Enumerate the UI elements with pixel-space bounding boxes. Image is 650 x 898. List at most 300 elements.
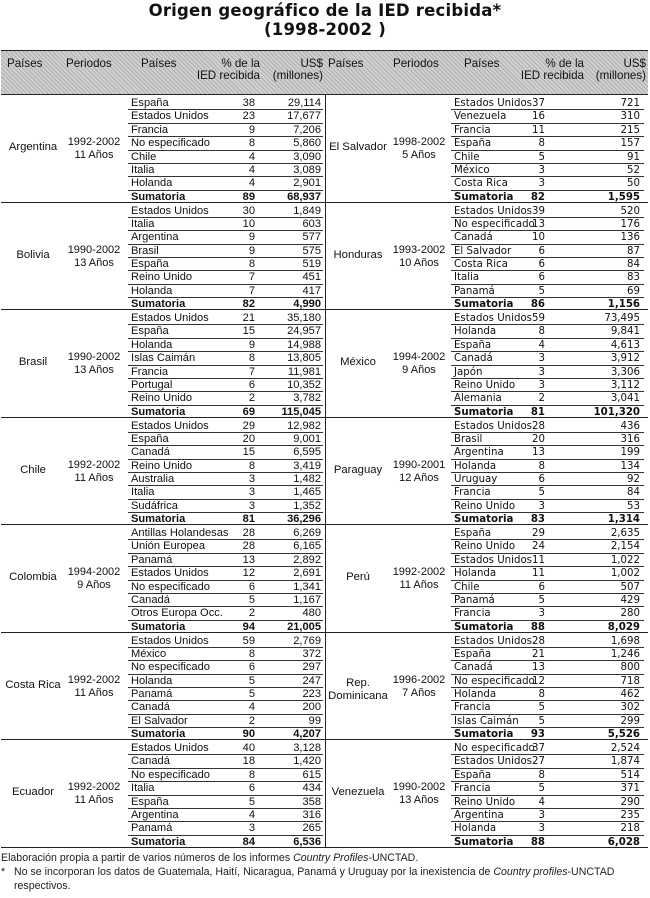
country-name-line: Honduras <box>333 248 383 261</box>
table-row <box>451 769 644 782</box>
fdi-amount: 721 <box>620 98 640 109</box>
origin-list <box>451 312 644 419</box>
fdi-amount: 83 <box>627 272 640 284</box>
origin-list <box>451 205 644 312</box>
fdi-amount: 53 <box>627 500 640 512</box>
fdi-percent: 5 <box>538 151 545 163</box>
origin-country: Holanda <box>454 326 497 338</box>
origin-country: Francia <box>454 124 491 136</box>
origin-country: Sudáfrica <box>131 499 178 512</box>
country-name <box>1 141 65 154</box>
fdi-amount: 218 <box>620 823 640 835</box>
table-row <box>451 554 644 567</box>
fdi-percent: 2 <box>248 392 255 405</box>
fdi-amount: 297 <box>302 661 321 674</box>
header-paises-right: Países <box>328 57 364 70</box>
table-row <box>128 124 323 137</box>
fdi-percent: 5 <box>248 674 255 687</box>
table-row <box>451 527 644 540</box>
period <box>390 136 448 162</box>
sum-amount: 68,937 <box>287 190 321 203</box>
fdi-percent: 3 <box>538 178 545 190</box>
table-row <box>128 540 323 553</box>
period-range: 1990-2001 <box>392 458 446 471</box>
fdi-amount: 136 <box>620 232 640 244</box>
origin-country: Panamá <box>454 285 495 297</box>
fdi-percent: 8 <box>248 137 255 150</box>
right-group <box>326 203 648 310</box>
origin-country: No especificado <box>454 675 535 687</box>
table-row <box>451 594 644 607</box>
sum-label: Sumatoria <box>454 621 514 633</box>
fdi-amount: 6,165 <box>293 540 321 553</box>
period-years: 11 Años <box>74 686 114 699</box>
period-range: 1992-2002 <box>67 673 121 686</box>
period-range: 1994-2002 <box>67 566 121 578</box>
origin-country: Estados Unidos <box>131 312 209 324</box>
header-paises: Países <box>7 57 43 70</box>
table-row <box>451 460 644 473</box>
table-row <box>451 433 644 446</box>
origin-country: Panamá <box>131 822 173 835</box>
sum-percent: 81 <box>530 406 545 418</box>
fdi-amount: 3,128 <box>293 742 321 754</box>
table-row <box>451 607 644 620</box>
sum-amount: 1,314 <box>607 514 640 526</box>
fdi-amount: 1,002 <box>610 568 640 580</box>
fdi-percent: 37 <box>532 743 545 754</box>
fdi-amount: 13,805 <box>287 352 321 365</box>
fdi-amount: 280 <box>620 608 640 620</box>
origin-country: Reino Unido <box>131 271 193 284</box>
fdi-percent: 23 <box>242 110 255 123</box>
origin-country: Otros Europa Occ. <box>131 607 223 620</box>
sum-percent: 89 <box>242 190 255 203</box>
country-name-line: Venezuela <box>331 786 385 798</box>
table-row <box>451 258 644 271</box>
fdi-percent: 13 <box>532 447 545 459</box>
fdi-percent: 3 <box>538 809 545 821</box>
origin-country: Canadá <box>454 353 493 365</box>
table-row <box>451 124 644 137</box>
origin-country: Alemania <box>454 393 502 405</box>
table-row <box>451 581 644 594</box>
fdi-percent: 21 <box>242 312 255 324</box>
period-years: 13 Años <box>74 256 114 269</box>
fdi-percent: 6 <box>538 245 545 257</box>
country-name-line: Ecuador <box>11 786 55 798</box>
sum-amount: 1,156 <box>607 299 640 311</box>
fdi-amount: 316 <box>620 433 640 445</box>
fdi-amount: 3,419 <box>293 459 321 472</box>
sum-amount: 6,028 <box>607 836 640 848</box>
period-range: 1990-2002 <box>67 351 121 363</box>
fdi-amount: 1,698 <box>610 635 640 647</box>
origin-country: Holanda <box>131 284 173 297</box>
origin-country: Italia <box>131 782 155 795</box>
origin-country: Francia <box>454 702 491 714</box>
table-row <box>128 151 323 164</box>
fdi-percent: 29 <box>242 419 255 432</box>
period <box>65 136 123 162</box>
fdi-amount: 235 <box>620 809 640 821</box>
table-row <box>128 675 323 688</box>
origin-country: Japón <box>454 366 483 378</box>
fdi-origin-table <box>1 50 648 848</box>
origin-country: No especificado <box>131 580 210 593</box>
fdi-percent: 9 <box>248 231 255 244</box>
country-name <box>1 356 65 369</box>
fdi-amount: 10,352 <box>287 378 321 391</box>
table-row <box>451 420 644 433</box>
origin-country: Italia <box>131 217 155 230</box>
origin-country: No especificado <box>131 661 210 674</box>
country-row <box>1 633 648 741</box>
fdi-amount: 310 <box>620 111 640 123</box>
fdi-amount: 35,180 <box>287 312 321 324</box>
table-row <box>451 379 644 392</box>
fdi-amount: 134 <box>620 460 640 472</box>
fdi-amount: 520 <box>620 205 640 217</box>
fdi-amount: 7,206 <box>293 123 321 136</box>
fdi-percent: 8 <box>538 769 545 781</box>
origin-country: España <box>454 138 492 150</box>
origin-country: Chile <box>454 581 480 593</box>
fdi-percent: 27 <box>532 756 545 768</box>
header-periodos-right: Periodos <box>393 57 439 70</box>
origin-country: No especificado <box>131 137 210 150</box>
table-row <box>451 352 644 365</box>
right-group <box>326 525 648 632</box>
origin-country: Argentina <box>131 808 179 821</box>
fdi-amount: 84 <box>627 259 640 271</box>
period <box>390 674 448 700</box>
origin-country: Chile <box>131 150 157 163</box>
fdi-percent: 6 <box>248 378 255 391</box>
period-years: 5 Años <box>402 149 436 161</box>
origin-country: México <box>131 647 167 660</box>
table-row <box>451 110 644 123</box>
period-years: 13 Años <box>74 364 114 376</box>
origin-country: Estados Unidos <box>131 204 209 217</box>
fdi-amount: 223 <box>302 688 321 701</box>
table-row <box>128 420 323 433</box>
header-pct-right: % de la IED recibida <box>520 57 584 82</box>
period-range: 1992-2002 <box>67 781 121 793</box>
origin-country: Estados Unidos <box>454 756 532 768</box>
period-range: 1992-2002 <box>67 136 121 148</box>
country-row <box>1 95 648 203</box>
table-row <box>128 177 323 190</box>
table-row <box>128 715 323 728</box>
fdi-amount: 1,167 <box>293 593 321 606</box>
fdi-percent: 29 <box>532 528 545 539</box>
country-row <box>1 525 648 633</box>
origin-country: Brasil <box>454 433 483 445</box>
table-row <box>451 312 644 325</box>
fdi-amount: 99 <box>308 714 321 727</box>
table-row <box>128 379 323 392</box>
fdi-amount: 52 <box>627 164 640 176</box>
table-row <box>128 688 323 701</box>
origin-country: Holanda <box>131 177 173 190</box>
table-row <box>451 473 644 486</box>
origin-country: No especificado <box>131 768 210 781</box>
sum-percent: 88 <box>530 621 545 633</box>
right-group <box>326 310 648 417</box>
sum-amount: 8,029 <box>607 621 640 633</box>
fdi-amount: 417 <box>302 284 321 297</box>
table-row <box>451 675 644 688</box>
table-row <box>451 151 644 164</box>
table-row <box>128 782 323 795</box>
period-range: 1990-2002 <box>67 243 121 256</box>
table-row <box>128 769 323 782</box>
fdi-percent: 6 <box>538 259 545 271</box>
table-row <box>451 97 644 110</box>
left-group <box>1 95 326 202</box>
period-years: 12 Años <box>399 471 439 484</box>
period-range: 1993-2002 <box>392 243 446 256</box>
table-row <box>128 796 323 809</box>
fdi-percent: 6 <box>538 474 545 486</box>
origin-country: Italia <box>454 272 480 284</box>
origin-list <box>128 312 323 419</box>
fdi-amount: 1,849 <box>293 204 321 217</box>
fdi-percent: 8 <box>248 352 255 365</box>
sum-row <box>451 836 644 849</box>
country-name-line: Perú <box>346 571 370 583</box>
origin-country: Holanda <box>454 460 497 472</box>
table-row <box>451 822 644 835</box>
origin-country: Reino Unido <box>131 392 193 405</box>
table-row <box>128 527 323 540</box>
table-row <box>451 366 644 379</box>
fdi-percent: 3 <box>538 608 545 620</box>
origin-country: Canadá <box>454 232 493 244</box>
fdi-percent: 3 <box>538 353 545 365</box>
origin-country: Reino Unido <box>454 379 516 391</box>
table-row <box>128 460 323 473</box>
fdi-percent: 20 <box>242 432 255 445</box>
sum-label: Sumatoria <box>454 514 514 526</box>
origin-country: México <box>454 164 490 176</box>
sum-label: Sumatoria <box>454 729 514 741</box>
table-row <box>451 164 644 177</box>
origin-country: Estados Unidos <box>131 110 209 123</box>
origin-country: No especificado <box>454 743 535 754</box>
sum-label: Sumatoria <box>454 191 514 203</box>
left-group <box>1 633 326 740</box>
origin-country: Estados Unidos <box>454 98 532 109</box>
table-row <box>128 446 323 459</box>
fdi-amount: 215 <box>620 124 640 136</box>
fdi-percent: 39 <box>532 205 545 217</box>
fdi-amount: 302 <box>620 702 640 714</box>
fdi-percent: 8 <box>248 647 255 660</box>
header-usd: US$ (millones) <box>272 57 323 82</box>
origin-country: Holanda <box>131 338 173 351</box>
fdi-amount: 1,352 <box>293 499 321 512</box>
origin-country: Chile <box>454 151 480 163</box>
fdi-percent: 3 <box>538 823 545 835</box>
table-row <box>128 607 323 620</box>
country-row <box>1 203 648 311</box>
period-range: 1996-2002 <box>392 673 446 686</box>
left-group <box>1 310 326 417</box>
origin-list <box>451 420 644 527</box>
origin-country: Uruguay <box>454 474 498 486</box>
table-row <box>451 796 644 809</box>
fdi-amount: 434 <box>302 782 321 795</box>
fdi-amount: 299 <box>620 715 640 727</box>
period-years: 11 Años <box>74 794 114 806</box>
sum-label: Sumatoria <box>131 190 186 203</box>
sum-percent: 90 <box>242 728 255 741</box>
table-row <box>128 352 323 365</box>
fdi-amount: 84 <box>627 487 640 499</box>
origin-country: Unión Europea <box>131 540 206 553</box>
fdi-amount: 157 <box>620 138 640 150</box>
table-row <box>128 205 323 218</box>
country-name-line: Brasil <box>18 356 48 368</box>
sum-amount: 21,005 <box>287 620 321 633</box>
fdi-percent: 5 <box>538 487 545 499</box>
fdi-amount: 290 <box>620 796 640 808</box>
table-row <box>128 137 323 150</box>
period <box>65 351 123 377</box>
period-years: 9 Años <box>402 364 436 376</box>
fdi-percent: 5 <box>248 593 255 606</box>
sum-label: Sumatoria <box>454 299 514 311</box>
table-row <box>128 366 323 379</box>
table-row <box>451 392 644 405</box>
sum-amount: 1,595 <box>607 191 640 203</box>
table-row <box>128 245 323 258</box>
sum-label: Sumatoria <box>131 298 186 311</box>
sum-amount: 5,526 <box>607 729 640 741</box>
origin-country: Venezuela <box>454 111 507 123</box>
table-row <box>128 755 323 768</box>
left-group <box>1 740 326 847</box>
fdi-percent: 7 <box>248 284 255 297</box>
table-row <box>451 755 644 768</box>
fdi-percent: 18 <box>242 755 255 768</box>
fdi-amount: 1,420 <box>293 755 321 768</box>
fdi-amount: 4,613 <box>610 339 640 351</box>
left-group <box>1 418 326 525</box>
fdi-percent: 15 <box>242 446 255 459</box>
origin-list <box>451 635 644 742</box>
period-range: 1990-2002 <box>392 781 446 793</box>
fdi-percent: 11 <box>532 568 545 580</box>
fdi-percent: 30 <box>242 204 255 217</box>
table-row <box>451 271 644 284</box>
header-periodos: Periodos <box>66 57 112 70</box>
fdi-percent: 40 <box>242 742 255 754</box>
fdi-percent: 28 <box>242 540 255 553</box>
sum-percent: 86 <box>530 299 545 311</box>
sum-label: Sumatoria <box>454 836 514 848</box>
sum-amount: 101,320 <box>593 406 640 418</box>
fdi-amount: 69 <box>627 285 640 297</box>
fdi-percent: 9 <box>248 123 255 136</box>
fdi-percent: 3 <box>538 164 545 176</box>
fdi-amount: 24,957 <box>287 325 321 338</box>
fdi-amount: 2,524 <box>610 743 640 754</box>
right-group <box>326 633 648 740</box>
fdi-percent: 13 <box>532 218 545 230</box>
fdi-amount: 3,782 <box>293 392 321 405</box>
period <box>390 459 448 485</box>
fdi-amount: 1,482 <box>293 473 321 486</box>
fdi-percent: 5 <box>538 285 545 297</box>
fdi-percent: 5 <box>248 688 255 701</box>
fdi-percent: 3 <box>538 379 545 391</box>
period <box>390 351 448 377</box>
fdi-percent: 16 <box>532 111 545 123</box>
origin-country: Canadá <box>131 593 170 606</box>
fdi-percent: 7 <box>248 271 255 284</box>
fdi-amount: 247 <box>302 674 321 687</box>
period-range: 1998-2002 <box>392 136 446 148</box>
table-row <box>128 661 323 674</box>
table-row <box>451 688 644 701</box>
fdi-amount: 1,465 <box>293 486 321 499</box>
table-row <box>451 245 644 258</box>
origin-country: Argentina <box>454 447 504 459</box>
fdi-percent: 12 <box>532 675 545 687</box>
header-usd-right: US$ (millones) <box>595 57 646 82</box>
fdi-percent: 8 <box>538 460 545 472</box>
origin-country: Canadá <box>131 755 170 768</box>
fdi-amount: 371 <box>620 783 640 795</box>
fdi-percent: 13 <box>242 553 255 566</box>
fdi-percent: 6 <box>248 661 255 674</box>
table-row <box>128 486 323 499</box>
fdi-percent: 3 <box>248 486 255 499</box>
fdi-amount: 29,114 <box>287 97 321 109</box>
fdi-amount: 1,022 <box>610 554 640 566</box>
origin-country: España <box>131 258 169 271</box>
sum-percent: 94 <box>242 620 255 633</box>
table-row <box>451 635 644 648</box>
period <box>390 566 448 592</box>
fdi-percent: 11 <box>532 554 545 566</box>
table-row <box>451 742 644 755</box>
period-range: 1994-2002 <box>392 351 446 363</box>
fdi-amount: 87 <box>627 245 640 257</box>
sum-label: Sumatoria <box>454 406 514 418</box>
sum-label: Sumatoria <box>131 513 186 526</box>
origin-country: Costa Rica <box>454 259 508 271</box>
country-name <box>1 571 65 584</box>
sum-percent: 93 <box>530 729 545 741</box>
origin-country: Australia <box>131 473 175 486</box>
fdi-percent: 24 <box>532 541 545 553</box>
fdi-percent: 8 <box>538 689 545 701</box>
country-name <box>326 356 390 369</box>
fdi-percent: 6 <box>538 581 545 593</box>
origin-country: España <box>454 769 492 781</box>
period <box>65 674 123 700</box>
table-row <box>128 258 323 271</box>
fdi-amount: 603 <box>302 217 321 230</box>
fdi-percent: 5 <box>538 715 545 727</box>
origin-country: No especificado <box>454 218 535 230</box>
origin-country: Islas Caimán <box>131 352 196 365</box>
table-row <box>128 809 323 822</box>
